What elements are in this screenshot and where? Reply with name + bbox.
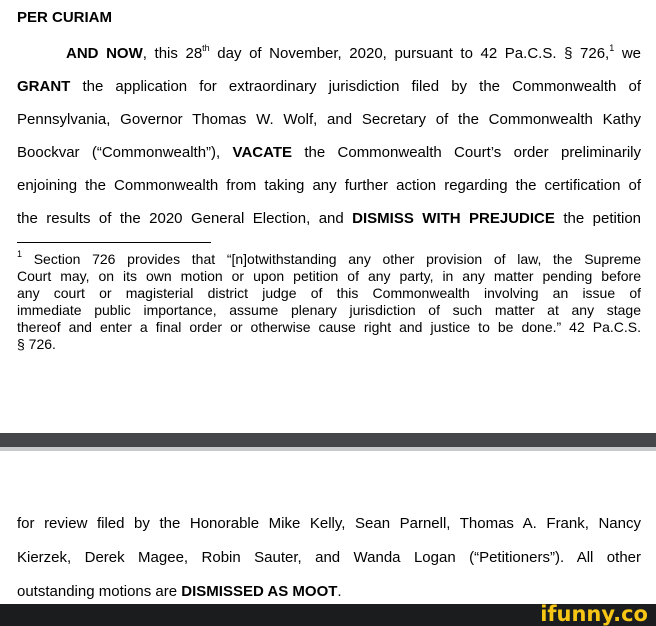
footnote-line-4: immediate public importance, assume plenary jurisdiction of such matter at any stage — [17, 302, 641, 318]
paragraph-2-line-2: Kierzek, Derek Magee, Robin Sauter, and Wanda Logan (“Petitioners”). All other — [17, 549, 641, 566]
ifunny-logo: ifunny.co — [540, 602, 648, 626]
footnote-line-6: § 726. — [17, 336, 56, 352]
paragraph-1-line-5: enjoining the Commonwealth from taking any further action regarding the certification of — [17, 177, 641, 194]
paragraph-1-line-6: the results of the 2020 General Election, and DISMISS WITH PREJUDICE the petition — [17, 210, 641, 227]
footnote-rule — [17, 242, 211, 243]
paragraph-2-line-1: for review filed by the Honorable Mike Kelly, Sean Parnell, Thomas A. Frank, Nancy — [17, 515, 641, 532]
page-separator — [0, 433, 656, 447]
paragraph-1-line-3: Pennsylvania, Governor Thomas W. Wolf, and Secretary of the Commonwealth Kathy — [17, 111, 641, 128]
footnote-line-3: any court or magisterial district judge of this Commonwealth involving an issue of — [17, 285, 641, 301]
paragraph-1-line-4: Boockvar (“Commonwealth”), VACATE the Commonwealth Court’s order preliminarily — [17, 144, 641, 161]
footnote-line-2: Court may, on its own motion or upon petition of any party, in any matter pending before — [17, 268, 641, 284]
paragraph-2-line-3: outstanding motions are DISMISSED AS MOOT. — [17, 583, 342, 600]
paragraph-1-line-2: GRANT the application for extraordinary jurisdiction filed by the Commonwealth of — [17, 78, 641, 95]
page-heading: PER CURIAM — [17, 9, 113, 26]
watermark-bar — [0, 604, 656, 626]
paragraph-1-line-1: AND NOW, this 28th day of November, 2020, pursuant to 42 Pa.C.S. § 726,$^1$ we — [66, 43, 642, 62]
footnote-line-1: $^1$ Section 726 provides that “[n]otwithstanding any other provision of law, the Supreme — [17, 249, 641, 267]
footnote-line-5: thereof and enter a final order or otherwise cause right and justice to be done.” 42 Pa.C.S. — [17, 319, 641, 335]
